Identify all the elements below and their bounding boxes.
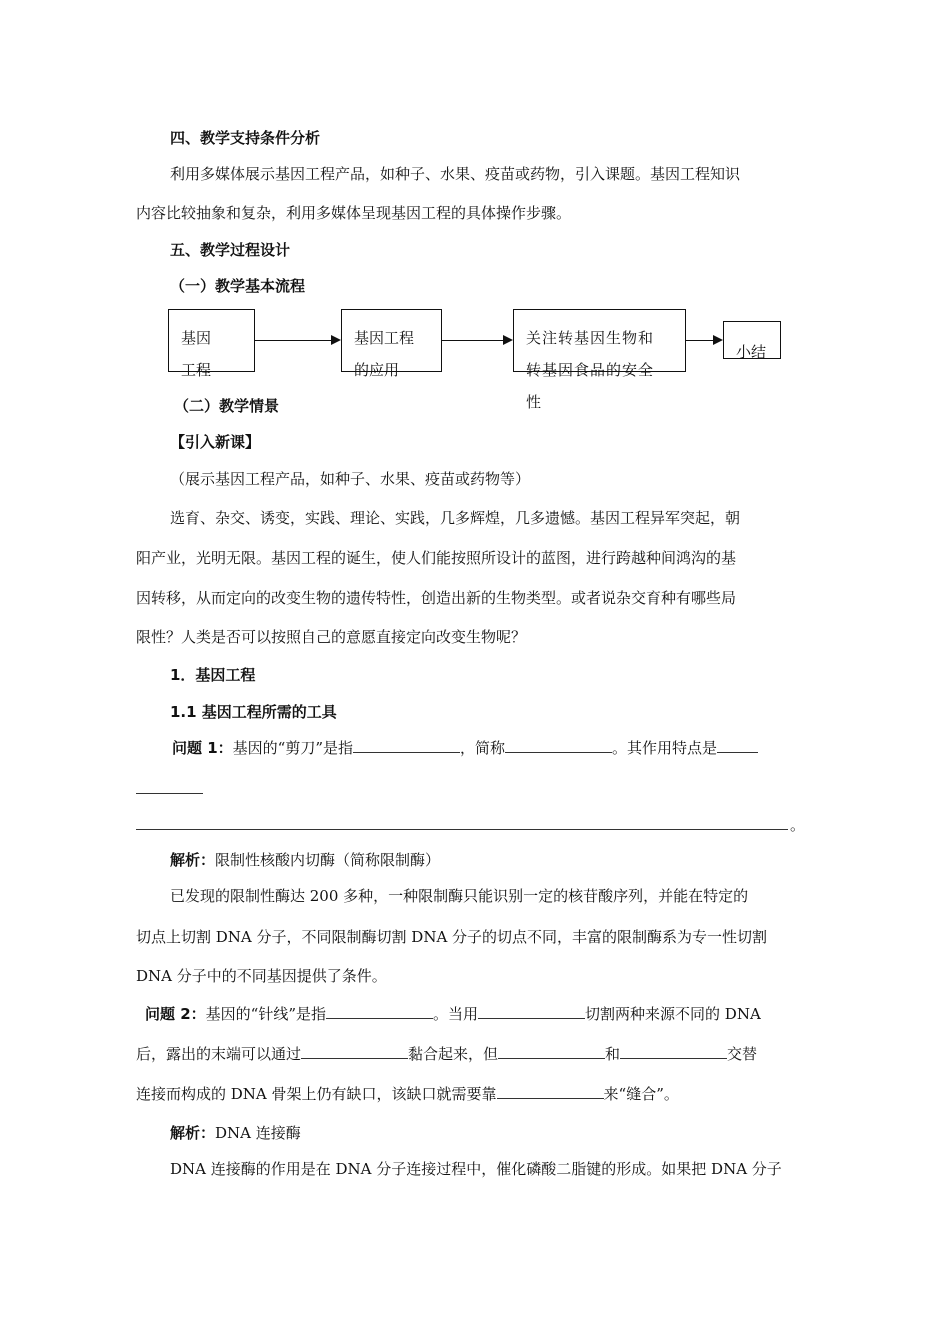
answer-blank[interactable] xyxy=(326,1004,433,1019)
flow-arrow-3-head xyxy=(713,335,723,345)
intro-para-line1: 选育、杂交、诱变，实践、理论、实践，几多辉煌，几多遗憾。基因工程异军突起，朝 xyxy=(170,509,741,527)
question-1 xyxy=(172,738,758,758)
flow-arrow-2-head xyxy=(503,335,513,345)
flow-box2-line2: 的应用 xyxy=(354,361,400,379)
question-1-label: 问题 1： xyxy=(172,739,233,757)
question-2-text1: 基因的“针线”是指 xyxy=(205,1005,327,1023)
analysis-2-answer: DNA 连接酶 xyxy=(215,1124,301,1142)
analysis-1-label: 解析： xyxy=(170,851,216,869)
question-2-label: 问题 2： xyxy=(145,1005,206,1023)
question-2 xyxy=(145,1004,761,1024)
flow-box-gene-engineering xyxy=(168,309,255,379)
answer-blank[interactable] xyxy=(497,1084,604,1099)
section5-heading: 五、教学过程设计 xyxy=(170,241,291,259)
intro-heading: 【引入新课】 xyxy=(170,433,261,451)
flow-box1-line1: 基因 xyxy=(181,329,212,347)
answer-blank[interactable] xyxy=(505,738,612,753)
question-1-text3: 。其作用特点是 xyxy=(612,739,718,757)
flow-box-safety xyxy=(513,309,686,411)
question-1-text1: 基因的“剪刀”是指 xyxy=(232,739,354,757)
intro-note: （展示基因工程产品，如种子、水果、疫苗或药物等） xyxy=(170,470,531,488)
question-2-text9: 来“缝合”。 xyxy=(603,1085,679,1103)
question-2-line3 xyxy=(136,1084,679,1104)
analysis-1-line1: 已发现的限制性酶达 200 多种，一种限制酶只能识别一定的核苷酸序列，并能在特定的 xyxy=(170,887,749,905)
section4-body-line2: 内容比较抽象和复杂，利用多媒体呈现基因工程的具体操作步骤。 xyxy=(136,204,572,222)
flow-box3-line3: 性 xyxy=(526,393,542,411)
intro-para-line2: 阳产业，光明无限。基因工程的诞生，使人们能按照所设计的蓝图，进行跨越种间鸿沟的基 xyxy=(136,549,737,567)
answer-blank[interactable] xyxy=(353,738,460,753)
flow-subheading: （一）教学基本流程 xyxy=(170,277,306,295)
question-2-line2 xyxy=(136,1044,757,1064)
flow-box4-label: 小结 xyxy=(736,343,767,361)
flow-box-application xyxy=(341,309,442,379)
section4-body-line1: 利用多媒体展示基因工程产品，如种子、水果、疫苗或药物，引入课题。基因工程知识 xyxy=(170,165,741,183)
answer-blank[interactable] xyxy=(717,738,758,753)
part1-heading: 1．基因工程 xyxy=(170,666,256,684)
question-1-end: 。 xyxy=(790,816,806,834)
answer-blank[interactable] xyxy=(478,1004,585,1019)
analysis-2-line1: DNA 连接酶的作用是在 DNA 分子连接过程中，催化磷酸二脂键的形成。如果把 DNA 分子 xyxy=(170,1160,782,1178)
analysis-2-label: 解析： xyxy=(170,1124,216,1142)
analysis-1-answer: 限制性核酸内切酶（简称限制酶） xyxy=(215,851,441,869)
flow-arrow-3 xyxy=(686,340,713,341)
analysis-1-line2: 切点上切割 DNA 分子，不同限制酶切割 DNA 分子的切点不同，丰富的限制酶系为专一性切割 xyxy=(136,928,768,946)
answer-blank[interactable] xyxy=(136,793,203,794)
question-2-text2: 。当用 xyxy=(433,1005,479,1023)
question-2-text4: 后，露出的末端可以通过 xyxy=(136,1045,302,1063)
flow-box3-line1: 关注转基因生物和 xyxy=(526,329,655,347)
flow-box1-line2: 工程 xyxy=(181,361,212,379)
question-2-text6: 和 xyxy=(605,1045,621,1063)
scenario-subheading: （二）教学情景 xyxy=(174,397,280,415)
question-2-text5: 黏合起来，但 xyxy=(408,1045,499,1063)
question-1-text2: ，简称 xyxy=(460,739,506,757)
flow-arrow-1 xyxy=(255,340,331,341)
answer-blank[interactable] xyxy=(620,1044,727,1059)
answer-blank[interactable] xyxy=(301,1044,408,1059)
flow-box2-line1: 基因工程 xyxy=(354,329,415,347)
question-2-text3: 切割两种来源不同的 DNA xyxy=(585,1005,761,1023)
intro-para-line3: 因转移，从而定向的改变生物的遗传特性，创造出新的生物类型。或者说杂交育种有哪些局 xyxy=(136,589,737,607)
flow-box3-line2: 转基因食品的安全 xyxy=(526,361,655,379)
section4-heading: 四、教学支持条件分析 xyxy=(170,129,321,147)
flow-arrow-1-head xyxy=(331,335,341,345)
intro-para-line4: 限性？人类是否可以按照自己的意愿直接定向改变生物呢？ xyxy=(136,628,527,646)
analysis-2 xyxy=(170,1123,301,1143)
flow-arrow-2 xyxy=(442,340,503,341)
answer-blank[interactable] xyxy=(136,829,788,830)
answer-blank[interactable] xyxy=(498,1044,605,1059)
question-2-text8: 连接而构成的 DNA 骨架上仍有缺口，该缺口就需要靠 xyxy=(136,1085,497,1103)
flow-box-summary xyxy=(723,321,781,359)
analysis-1 xyxy=(170,850,440,870)
question-2-text7: 交替 xyxy=(727,1045,758,1063)
analysis-1-line3: DNA 分子中的不同基因提供了条件。 xyxy=(136,967,387,985)
part1-subheading: 1.1 基因工程所需的工具 xyxy=(170,703,337,721)
